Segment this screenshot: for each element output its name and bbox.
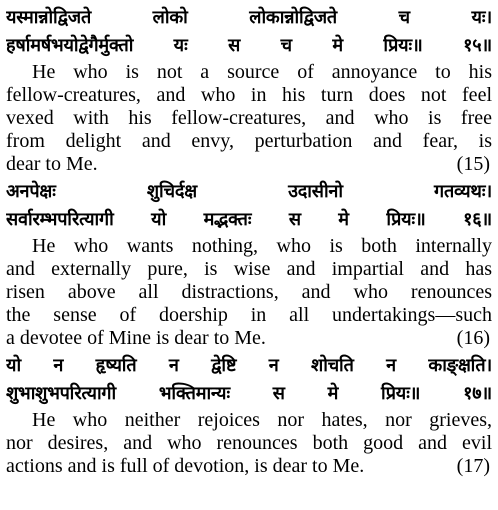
sanskrit-verse-line: यस्मान्नोद्विजते लोको लोकान्नोद्विजते च यः। — [6, 7, 492, 28]
stanza-17 — [6, 352, 494, 478]
english-translation — [6, 409, 492, 478]
translation-line: the sense of doership in all undertakings—such — [6, 304, 492, 326]
translation-line: from delight and envy, perturbation and fear, is — [6, 130, 492, 152]
translation-line: fellow-creatures, and who in his turn does not feel — [6, 84, 492, 106]
translation-line: He who neither rejoices nor hates, nor grieves, — [32, 409, 492, 431]
verse-number: (15) — [456, 153, 490, 175]
sanskrit-verse-line: हर्षामर्षभयोद्वेगैर्मुक्तो यः स च मे प्रियः॥ १५॥ — [6, 35, 492, 56]
gita-page — [6, 4, 494, 508]
translation-line: risen above all distractions, and who renounces — [6, 281, 492, 303]
verse-number: (17) — [456, 455, 490, 477]
sanskrit-verse-line: यो न हृष्यति न द्वेष्टि न शोचति न काङ्क्षति। — [6, 355, 492, 376]
sanskrit-verse-line: शुभाशुभपरित्यागी भक्तिमान्यः स मे प्रियः॥ १७॥ — [6, 383, 492, 404]
stanza-16 — [6, 178, 494, 350]
translation-last-line — [6, 153, 492, 176]
sanskrit-verse-line: सर्वारम्भपरित्यागी यो मद्भक्तः स मे प्रियः॥ १६॥ — [6, 209, 492, 230]
stanza-15 — [6, 4, 494, 176]
sanskrit-verse-line: अनपेक्षः शुचिर्दक्ष उदासीनो गतव्यथः। — [6, 181, 492, 202]
translation-line-text: actions and is full of devotion, is dear to Me. — [6, 455, 365, 477]
translation-last-line — [6, 455, 492, 478]
translation-line: He who is not a source of annoyance to his — [32, 61, 492, 83]
translation-line: nor desires, and who renounces both good and evil — [6, 432, 492, 454]
verse-number: (16) — [456, 327, 490, 349]
translation-line: He who wants nothing, who is both internally — [32, 235, 492, 257]
translation-line: and externally pure, is wise and impartial and has — [6, 258, 492, 280]
english-translation — [6, 61, 492, 176]
english-translation — [6, 235, 492, 350]
translation-line-text: a devotee of Mine is dear to Me. — [6, 327, 266, 349]
translation-line-text: dear to Me. — [6, 153, 98, 175]
translation-last-line — [6, 327, 492, 350]
translation-line: vexed with his fellow-creatures, and who is free — [6, 107, 492, 129]
